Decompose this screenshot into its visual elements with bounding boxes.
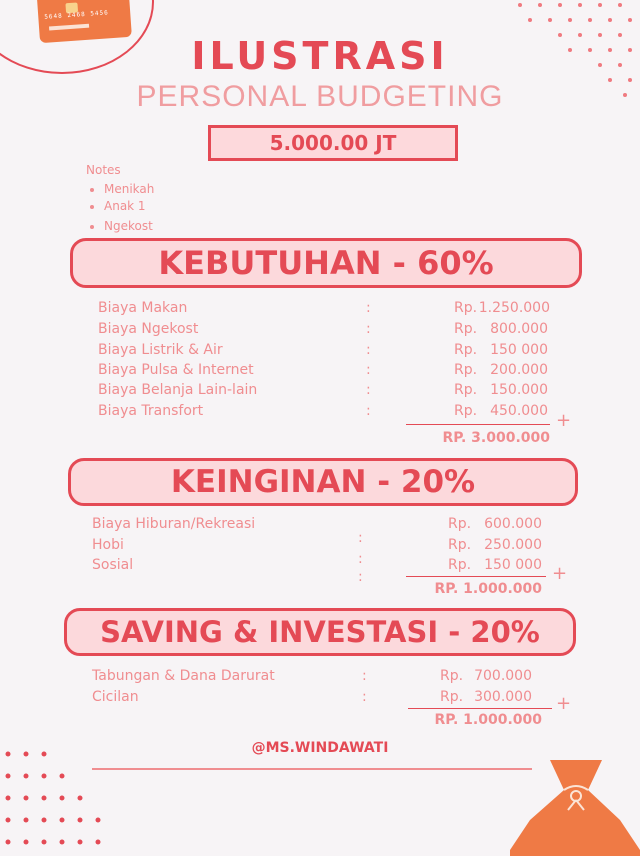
row-label: Biaya Hiburan/Rekreasi xyxy=(92,516,256,532)
sum-line xyxy=(406,424,550,425)
budget-row xyxy=(98,319,548,339)
row-currency: Rp. xyxy=(454,382,478,398)
notes-item: • Ngekost xyxy=(104,218,154,235)
footer-divider xyxy=(92,768,532,770)
page-title: ILUSTRASI xyxy=(191,34,449,78)
row-value: 1.250.000 xyxy=(478,300,550,316)
row-colon: : xyxy=(358,551,363,567)
row-value: 300.000 xyxy=(474,689,532,705)
budget-row xyxy=(92,666,532,686)
card-stripe xyxy=(49,24,89,31)
row-colon: : xyxy=(366,382,371,398)
row-colon: : xyxy=(362,668,367,684)
row-label: Sosial xyxy=(92,557,134,573)
budget-row xyxy=(98,360,548,380)
row-value: 200.000 xyxy=(490,362,548,378)
row-colon: : xyxy=(366,321,371,337)
row-currency: Rp. xyxy=(448,557,472,573)
row-currency: Rp. xyxy=(454,362,478,378)
section-banner-saving: SAVING & INVESTASI - 20% xyxy=(64,608,576,656)
row-currency: Rp. xyxy=(454,321,478,337)
row-value: 700.000 xyxy=(474,668,532,684)
row-currency: Rp. xyxy=(454,403,478,419)
section-banner-kebutuhan: KEBUTUHAN - 60% xyxy=(70,238,582,288)
row-label: Tabungan & Dana Darurat xyxy=(92,668,275,684)
plus-sign: + xyxy=(556,410,572,431)
row-value: 800.000 xyxy=(490,321,548,337)
plus-sign: + xyxy=(556,693,572,714)
money-bag-icon xyxy=(510,760,640,856)
section-total: RP. 1.000.000 xyxy=(434,712,542,728)
section-banner-keinginan: KEINGINAN - 20% xyxy=(68,458,578,506)
row-colon: : xyxy=(358,569,363,585)
author-handle: @MS.WINDAWATI xyxy=(251,740,389,756)
row-label: Biaya Listrik & Air xyxy=(98,342,223,358)
notes-heading: Notes xyxy=(86,163,121,177)
plus-sign: + xyxy=(552,563,568,584)
row-value: 150.000 xyxy=(490,382,548,398)
notes-list xyxy=(86,181,154,235)
row-currency: Rp. xyxy=(440,668,464,684)
sum-line xyxy=(408,708,552,709)
budget-amount-box: 5.000.00 JT xyxy=(208,125,458,161)
section-total: RP. 3.000.000 xyxy=(442,430,550,446)
row-currency: Rp. xyxy=(448,516,472,532)
budget-row xyxy=(98,380,548,400)
budget-row xyxy=(98,401,548,421)
row-colon: : xyxy=(366,300,371,316)
card-number: 5648 2468 5456 xyxy=(44,9,110,21)
budget-row xyxy=(98,340,548,360)
row-colon: : xyxy=(358,530,363,546)
row-colon: : xyxy=(362,689,367,705)
row-currency: Rp. xyxy=(440,689,464,705)
row-value: 250.000 xyxy=(484,537,542,553)
dot-pattern-bottom-left xyxy=(0,746,120,856)
page-subtitle: PERSONAL BUDGETING xyxy=(136,80,504,113)
row-currency: Rp. xyxy=(448,537,472,553)
row-value: 600.000 xyxy=(484,516,542,532)
row-colon: : xyxy=(366,362,371,378)
budget-row xyxy=(98,298,550,318)
row-label: Biaya Ngekost xyxy=(98,321,199,337)
row-label: Biaya Pulsa & Internet xyxy=(98,362,254,378)
row-value: 150 000 xyxy=(490,342,548,358)
row-label: Biaya Transfort xyxy=(98,403,204,419)
notes-item: • Anak 1 xyxy=(104,198,154,215)
row-value: 150 000 xyxy=(484,557,542,573)
sum-line xyxy=(406,576,546,577)
row-label: Cicilan xyxy=(92,689,139,705)
row-label: Biaya Belanja Lain-lain xyxy=(98,382,258,398)
row-value: 450.000 xyxy=(490,403,548,419)
notes-block xyxy=(86,163,154,235)
row-label: Hobi xyxy=(92,537,124,553)
row-currency: Rp. xyxy=(454,342,478,358)
budget-row xyxy=(92,555,542,585)
section-total: RP. 1.000.000 xyxy=(434,581,542,597)
row-colon: : xyxy=(366,403,371,419)
row-currency: Rp. xyxy=(454,300,478,316)
notes-item: • Menikah xyxy=(104,181,154,198)
row-label: Biaya Makan xyxy=(98,300,188,316)
budget-row xyxy=(92,687,532,707)
row-colon: : xyxy=(366,342,371,358)
